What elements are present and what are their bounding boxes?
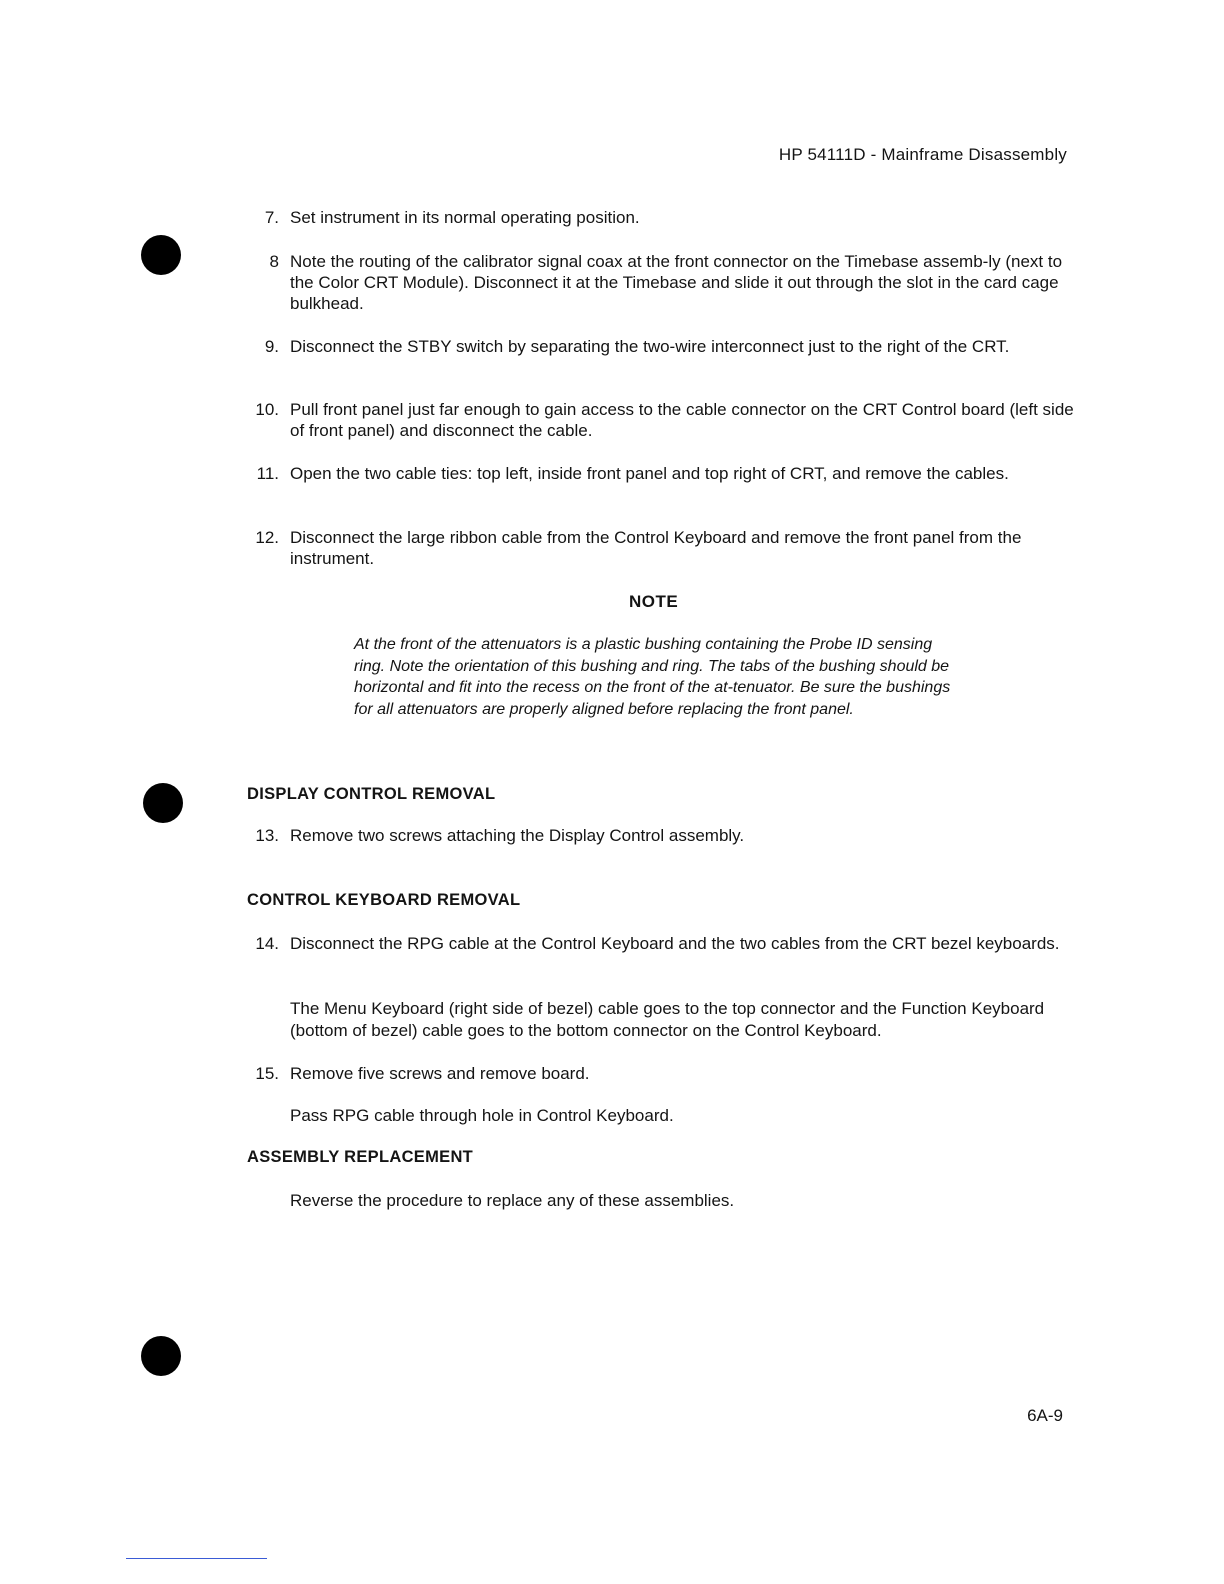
note-title: NOTE	[629, 592, 679, 611]
step-10	[247, 399, 1077, 443]
note-body: At the front of the attenuators is a plastic bushing containing the Probe ID sensing ring. Note the orientation of this bushing and ring. The tabs of the bushing should be horizontal and fit into the recess on the front of the at-tenuator. Be sure the bushings for all attenuators are properly aligned before replacing the front panel.	[354, 636, 951, 718]
step-text: Open the two cable ties: top left, inside front panel and top right of CRT, and remove the cables.	[290, 464, 1009, 483]
section-heading-control-keyboard: CONTROL KEYBOARD REMOVAL	[247, 891, 521, 909]
step-14-detail: The Menu Keyboard (right side of bezel) cable goes to the top connector and the Function Keyboard (bottom of bezel) cable goes to the bottom connector on the Control Keyboard.	[290, 999, 1045, 1040]
step-text: Remove five screws and remove board.	[290, 1064, 590, 1083]
step-14	[247, 933, 1077, 977]
step-15-detail: Pass RPG cable through hole in Control Keyboard.	[290, 1106, 674, 1125]
step-text: Disconnect the RPG cable at the Control Keyboard and the two cables from the CRT bezel keyboards.	[290, 934, 1060, 953]
section-heading-assembly-replacement: ASSEMBLY REPLACEMENT	[247, 1148, 474, 1166]
step-number: 9.	[264, 337, 279, 356]
step-number: 12.	[255, 528, 279, 547]
step-number: 10.	[255, 400, 279, 419]
step-text: Disconnect the STBY switch by separating the two-wire interconnect just to the right of the CRT.	[290, 337, 1010, 356]
step-text: Pull front panel just far enough to gain access to the cable connector on the CRT Control board (left side of front panel) and disconnect the cable.	[290, 400, 1074, 440]
bottom-rule	[126, 1558, 267, 1559]
step-9	[247, 336, 1077, 380]
step-7	[247, 207, 1077, 229]
step-number: 13.	[255, 826, 279, 845]
page-number: 6A-9	[1027, 1406, 1063, 1425]
punch-hole-bottom	[141, 1336, 181, 1376]
step-number: 8	[269, 252, 279, 271]
step-text: Remove two screws attaching the Display Control assembly.	[290, 826, 745, 845]
punch-hole-top	[141, 235, 181, 275]
step-12	[247, 527, 1077, 571]
step-text: Note the routing of the calibrator signal coax at the front connector on the Timebase assemb-ly (next to the Color CRT Module). Disconnect it at the Timebase and slide it out through the slot in the card cage bulkhead.	[290, 252, 1063, 313]
step-number: 15.	[255, 1064, 279, 1083]
step-number: 14.	[255, 934, 279, 953]
step-text: Disconnect the large ribbon cable from the Control Keyboard and remove the front panel from the instrument.	[290, 528, 1022, 568]
section-heading-display-control: DISPLAY CONTROL REMOVAL	[247, 785, 496, 803]
punch-hole-middle	[143, 783, 183, 823]
assembly-replacement-text: Reverse the procedure to replace any of these assemblies.	[290, 1191, 735, 1210]
step-15	[247, 1063, 1077, 1085]
page-header: HP 54111D - Mainframe Disassembly	[778, 145, 1067, 164]
step-number: 7.	[264, 208, 279, 227]
step-11	[247, 463, 1077, 507]
step-text: Set instrument in its normal operating position.	[290, 208, 640, 227]
step-13	[247, 825, 1077, 847]
step-8	[247, 251, 1077, 317]
step-number: 11.	[256, 464, 279, 483]
